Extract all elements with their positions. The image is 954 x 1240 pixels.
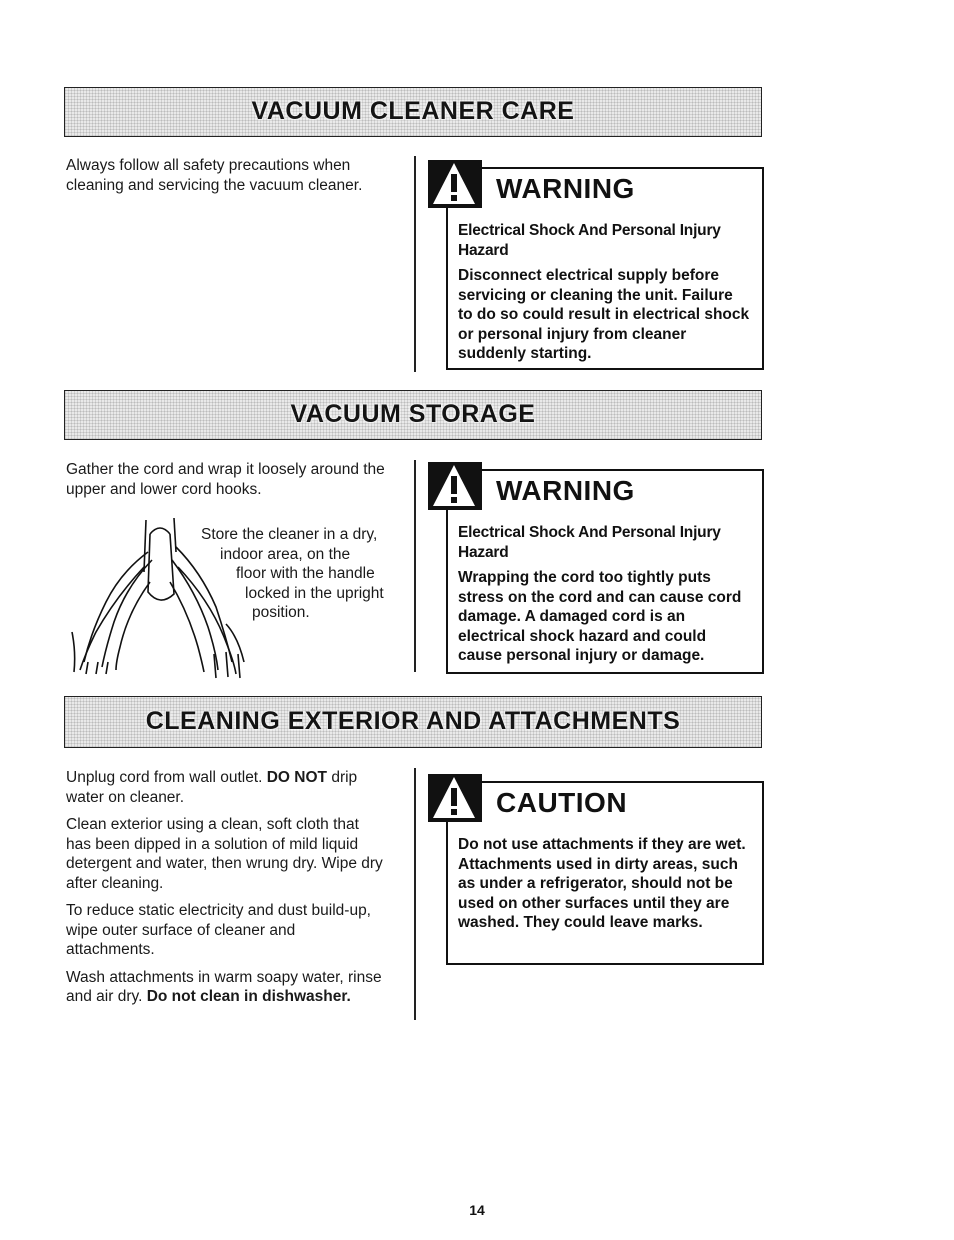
section-title-care: VACUUM CLEANER CARE — [251, 96, 575, 125]
warning-body — [458, 221, 750, 370]
cleaning-paragraph-2: Clean exterior using a clean, soft cloth that has been dipped in a solution of mild liquid detergent and water, then wrung dry. Wipe dry after cleaning. — [66, 816, 383, 892]
cleaning-paragraph-4 — [66, 968, 388, 1007]
warning-label: WARNING — [496, 475, 635, 506]
storage-figure-line-5: position. — [252, 604, 310, 621]
warning-triangle-icon — [428, 160, 482, 208]
column-divider-care — [414, 156, 416, 372]
warning-callout-storage — [446, 469, 764, 674]
storage-intro-column — [66, 460, 396, 507]
caution-label: CAUTION — [496, 787, 628, 818]
cleaning-p4-text: Wash attachments in warm soapy water, rinse and air dry. — [66, 968, 382, 1005]
section-title-storage: VACUUM STORAGE — [290, 399, 536, 428]
storage-intro-text: Gather the cord and wrap it loosely around the upper and lower cord hooks. — [66, 461, 385, 498]
cleaning-paragraph-3: To reduce static electricity and dust build-up, wipe outer surface of cleaner and attachments. — [66, 902, 371, 958]
hazard-title: Electrical Shock And Personal Injury Hazard — [458, 222, 721, 259]
cleaning-p1-emphasis: DO NOT — [266, 769, 328, 786]
storage-illustration — [66, 512, 396, 682]
section-banner-care — [64, 87, 762, 137]
warning-body — [458, 523, 750, 672]
caution-triangle-icon — [428, 774, 482, 822]
caution-callout-cleaning — [446, 781, 764, 965]
column-divider-storage — [414, 460, 416, 672]
storage-figure-line-4: locked in the upright — [245, 585, 384, 602]
cleaning-p4-emphasis: Do not clean in dishwasher. — [146, 988, 351, 1005]
storage-figure-line-3: floor with the handle — [236, 565, 375, 582]
cleaning-text-column — [66, 768, 388, 1015]
care-intro-column — [66, 156, 396, 203]
warning-triangle-icon — [428, 462, 482, 510]
section-title-cleaning: CLEANING EXTERIOR AND ATTACHMENTS — [145, 706, 681, 735]
column-divider-cleaning — [414, 768, 416, 1020]
page-number: 14 — [469, 1202, 485, 1218]
warning-callout-care — [446, 167, 764, 370]
cleaning-p1-text: Unplug cord from wall outlet. — [66, 769, 267, 786]
warning-text: Disconnect electrical supply before servicing or cleaning the unit. Failure to do so could result in electrical shock or personal injury from cleaner suddenly starting. — [458, 267, 750, 362]
storage-figure-line-1: Store the cleaner in a dry, — [201, 526, 378, 543]
section-banner-storage — [64, 390, 762, 440]
caution-body — [458, 835, 750, 939]
caution-text: Do not use attachments if they are wet. Attachments used in dirty areas, such as under a refrigerator, should not be used on other surfaces until they are washed. They could leave marks. — [458, 836, 746, 931]
care-intro-text: Always follow all safety precautions when cleaning and servicing the vacuum cleaner. — [66, 157, 363, 194]
warning-label: WARNING — [496, 173, 635, 204]
warning-text: Wrapping the cord too tightly puts stress on the cord and can cause cord damage. A damaged cord is an electrical shock hazard and could cause personal injury or damage. — [458, 569, 742, 664]
cleaning-p1-text-end: drip water on cleaner. — [66, 769, 358, 806]
storage-figure-line-2: indoor area, on the — [220, 546, 351, 563]
section-banner-cleaning — [64, 696, 762, 748]
cleaning-paragraph-1 — [66, 768, 388, 807]
hazard-title: Electrical Shock And Personal Injury Hazard — [458, 524, 721, 561]
